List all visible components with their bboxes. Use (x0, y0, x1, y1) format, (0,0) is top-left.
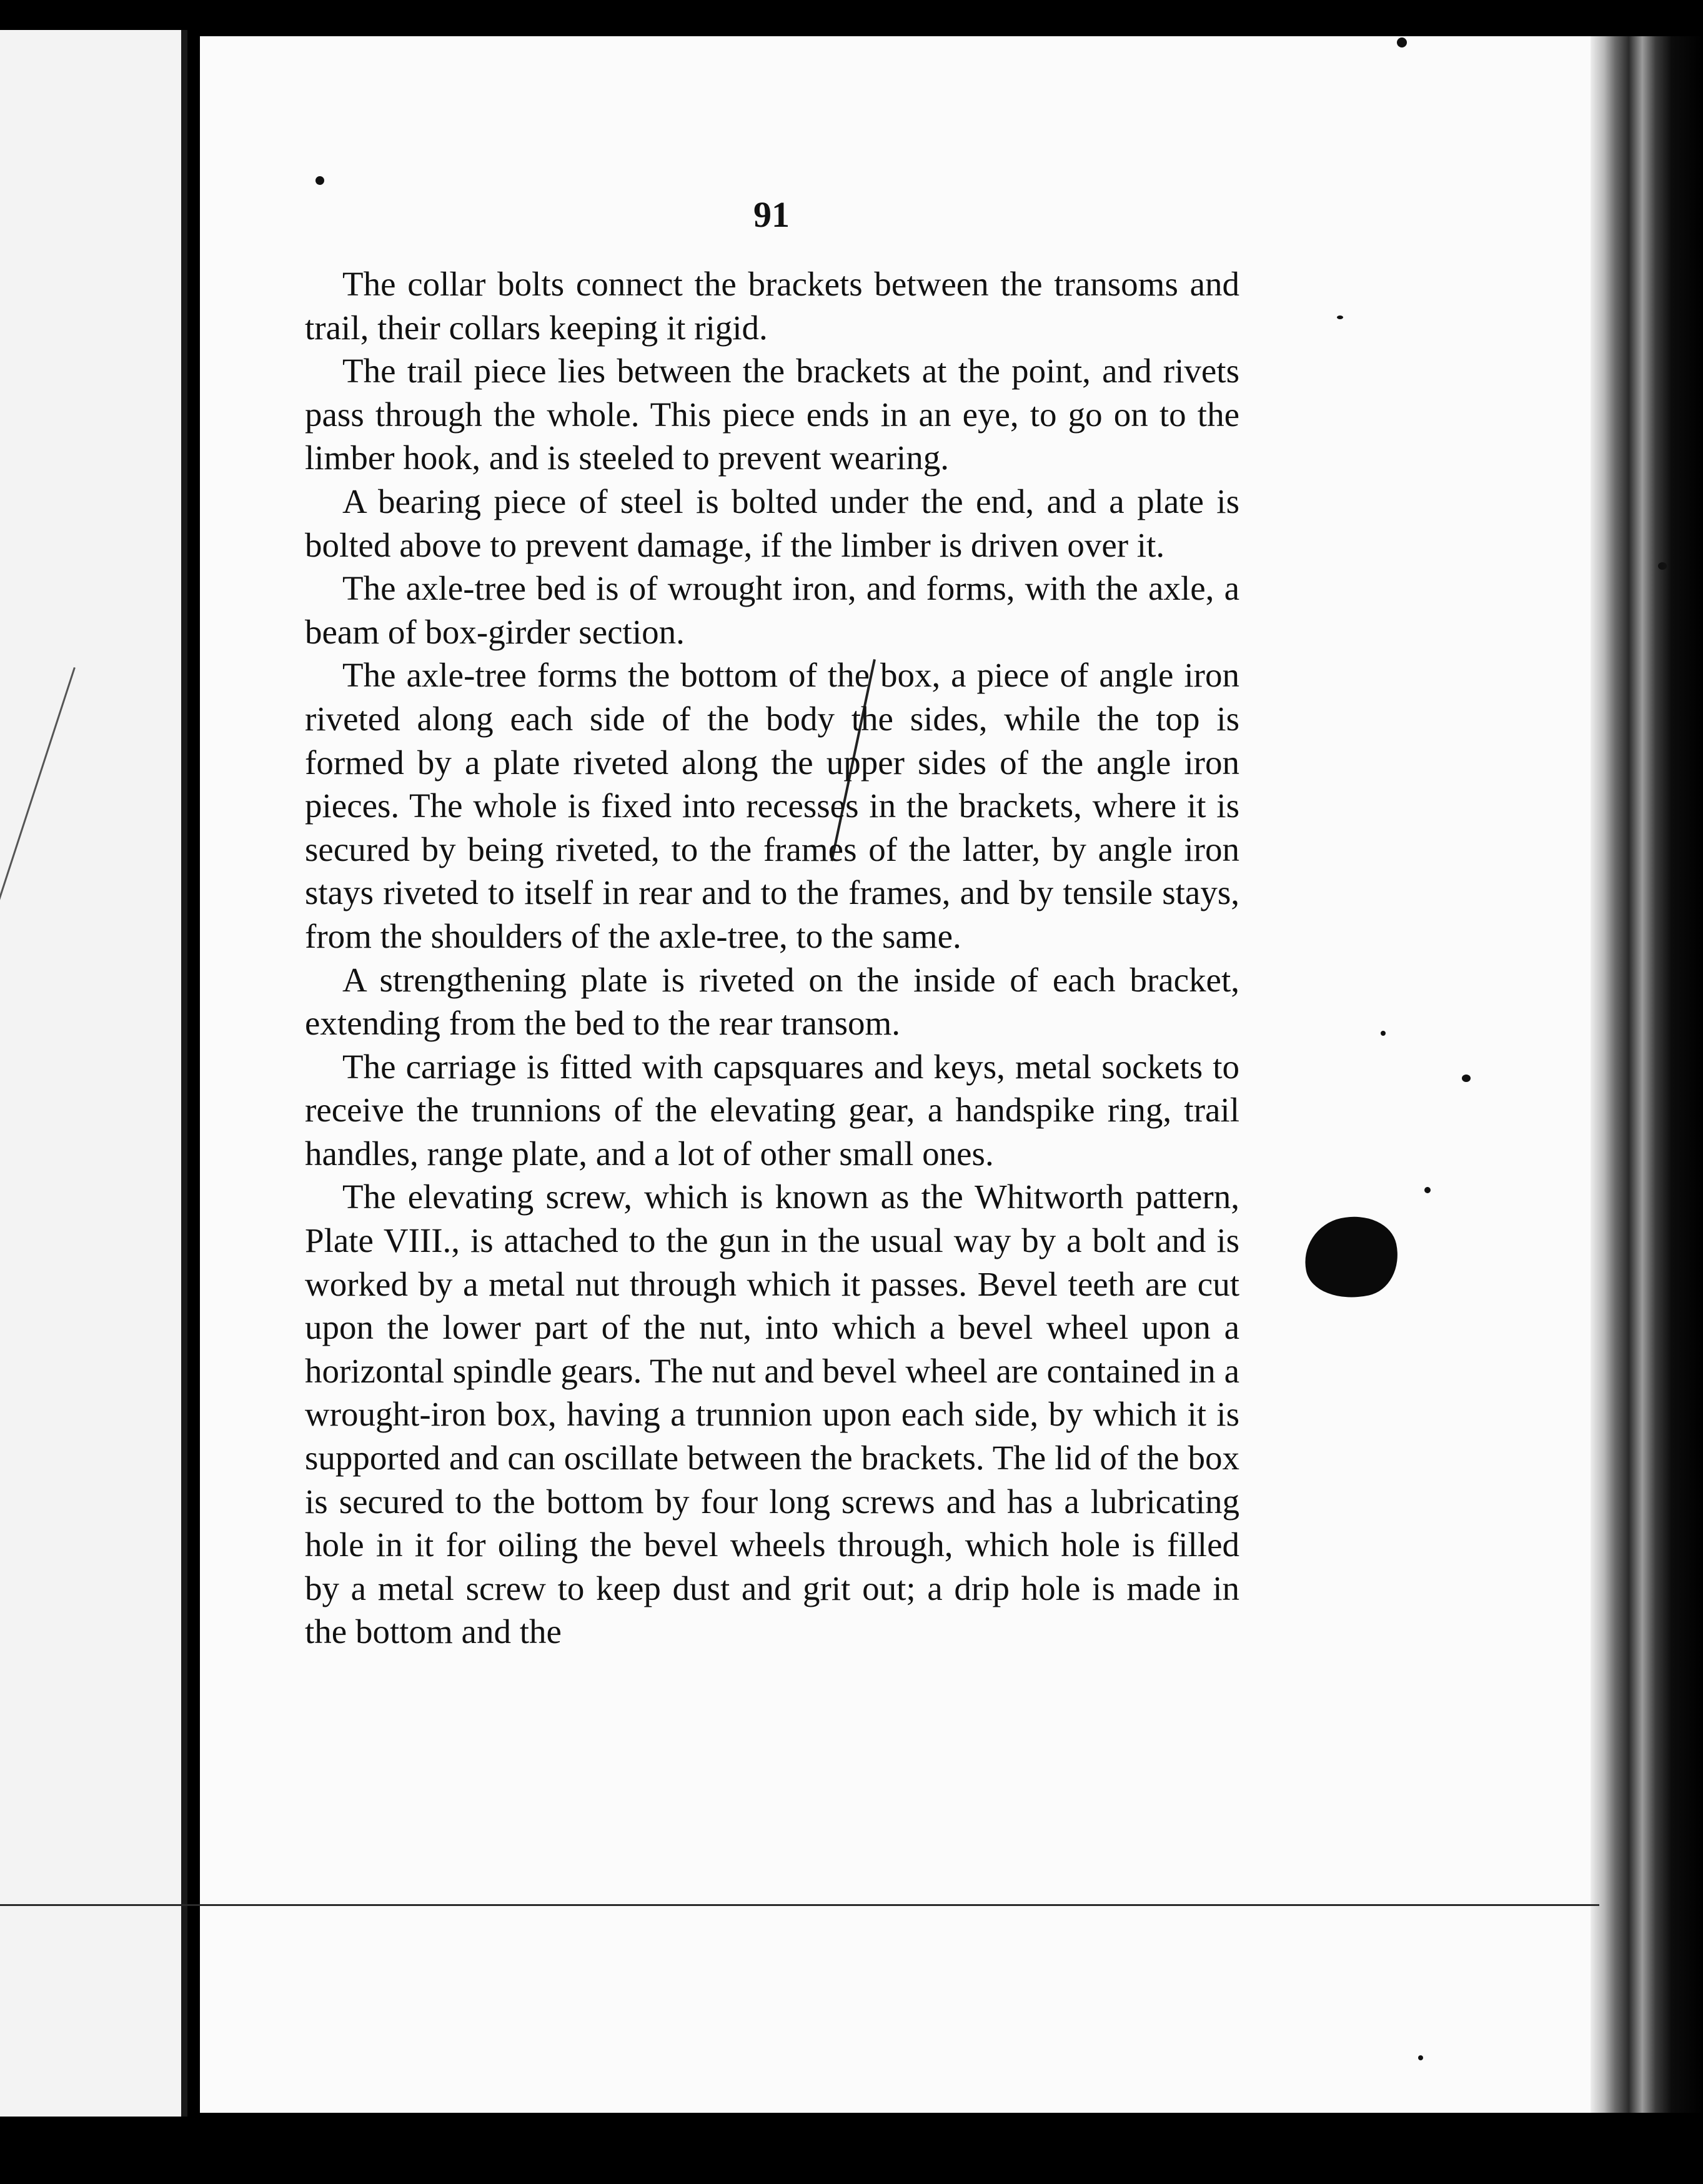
dust-speck (1418, 2055, 1423, 2060)
paragraph: The collar bolts connect the brackets between the transoms and trail, their collars keeping it rigid. (305, 265, 1239, 347)
page-number: 91 (753, 194, 790, 235)
paragraph: The elevating screw, which is known as the Whitworth pattern, Plate VIII., is attached to the gun in the usual way by a bolt and is worked by a metal nut through which it passes. Bevel teeth are cut upon the lower part of the nut, into which a bevel wheel upon a horizontal spindle gears. The nut and bevel wheel are contained in a wrought-iron box, having a trunnion upon each side, by which it is supported and can oscillate between the brackets. The lid of the box is secured to the bottom by four long screws and has a lubricating hole in it for oiling the bevel wheels through, which hole is filled by a metal screw to keep dust and grit out; a drip hole is made in the bottom and the (305, 1178, 1239, 1651)
dust-speck (1462, 1075, 1471, 1082)
paragraph: The axle-tree forms the bottom of the box, a piece of angle iron riveted along each side of the body the sides, while the top is formed by a plate riveted along the upper sides of the angle iron pieces. The whole is fixed into recesses in the brackets, where it is secured by being riveted, to the frames of the latter, by angle iron stays riveted to itself in rear and to the frames, and by tensile stays, from the shoulders of the axle-tree, to the same. (305, 656, 1239, 955)
paragraph: The axle-tree bed is of wrought iron, and forms, with the axle, a beam of box-girder section. (305, 569, 1239, 651)
dust-speck (1658, 562, 1667, 570)
paragraph: A bearing piece of steel is bolted under the end, and a plate is bolted above to prevent damage, if the limber is driven over it. (305, 482, 1239, 564)
paragraph: The carriage is fitted with capsquares and keys, metal sockets to receive the trunnions of the elevating gear, a handspike ring, trail handles, range plate, and a lot of other small ones. (305, 1047, 1239, 1173)
page-scratch (0, 667, 76, 1036)
facing-page-shadow (181, 30, 187, 2117)
page-body-text (305, 262, 1239, 1654)
dust-speck (1381, 1031, 1386, 1036)
dust-speck (1424, 1187, 1431, 1193)
book-binding-fold (1591, 36, 1703, 2113)
paragraph: A strengthening plate is riveted on the inside of each bracket, extending from the bed to the rear transom. (305, 960, 1239, 1043)
facing-page-edge (0, 30, 187, 2117)
paragraph: The trail piece lies between the brackets at the point, and rivets pass through the whole. This piece ends in an eye, to go on to the limber hook, and is steeled to prevent wearing. (305, 352, 1239, 477)
scan-divider-line (0, 1904, 1599, 1906)
dust-speck (315, 176, 324, 185)
dust-speck (1397, 37, 1407, 47)
dust-speck (1337, 315, 1343, 319)
